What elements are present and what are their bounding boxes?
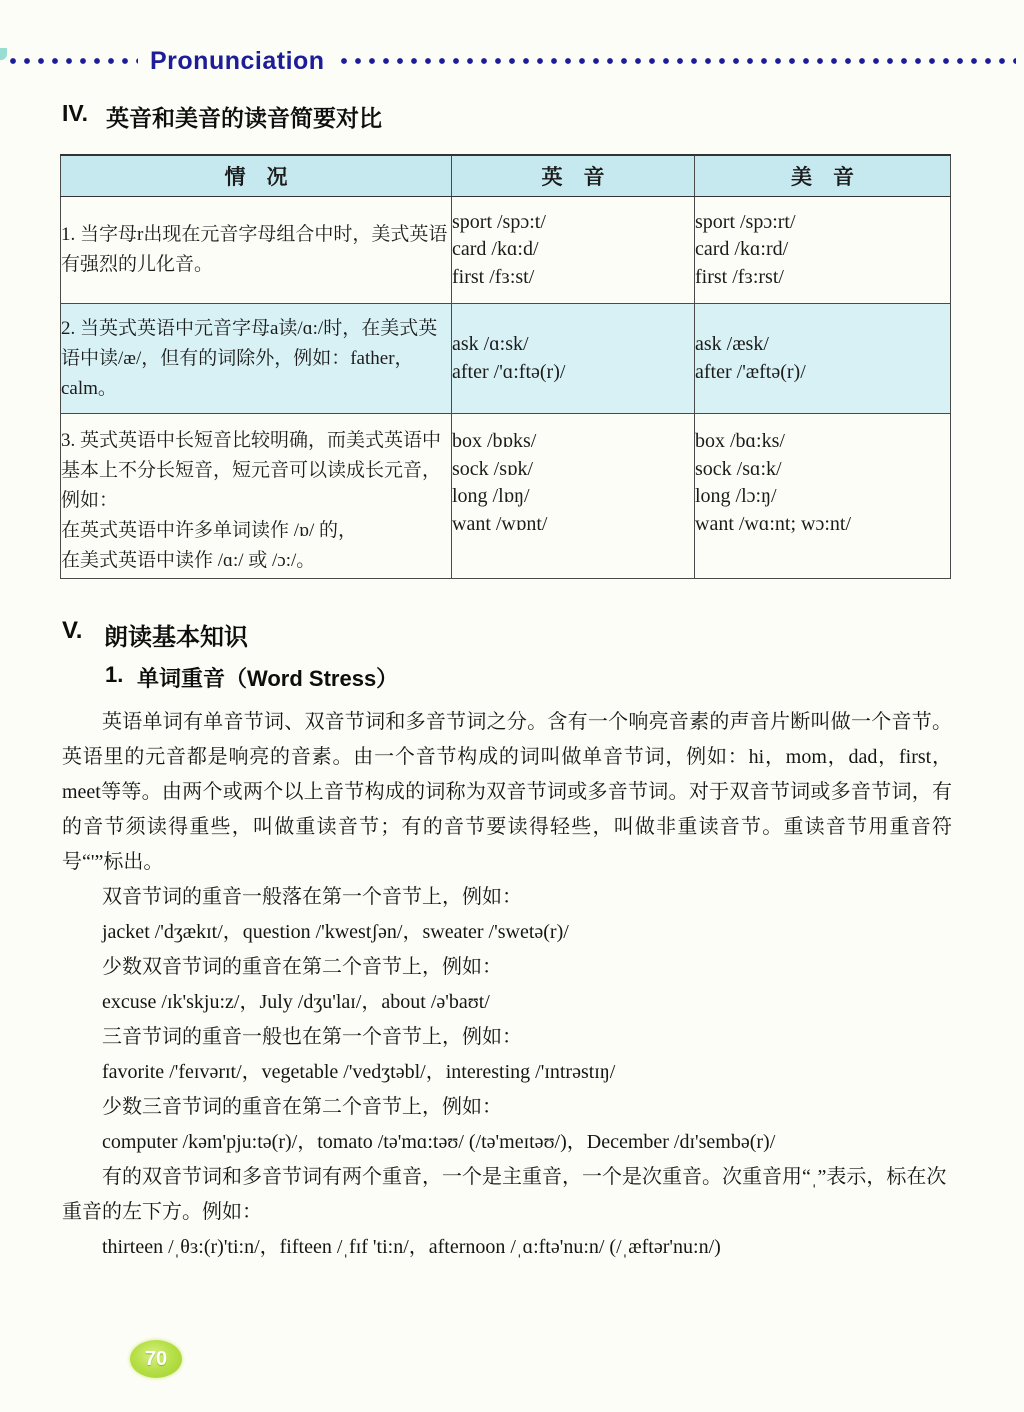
word-stress-body	[0, 705, 1024, 1265]
situation-text: 3. 英式英语中长短音比较明确，而美式英语中基本上不分长短音，短元音可以读成长元音，例如：	[61, 430, 442, 511]
table-row	[61, 197, 951, 304]
phonetic-line: long /lɔ:ŋ/	[695, 485, 777, 507]
pronunciation-label: Pronunciation	[150, 46, 325, 75]
phonetic-line: card /kɑ:d/	[452, 238, 539, 261]
american-cell	[695, 197, 951, 304]
american-cell	[695, 304, 951, 414]
page-number: 70	[144, 1347, 168, 1370]
phonetic-line: card /kɑ:rd/	[695, 238, 789, 261]
pronunciation-comparison-table	[60, 154, 951, 579]
phonetic-line: sport /spɔ:rt/	[695, 210, 796, 233]
phonetic-line: after /'æftə(r)/	[695, 360, 806, 383]
phonetic-line: box /bɑ:ks/	[695, 430, 785, 452]
situation-cell	[61, 304, 452, 414]
dotted-leader-left	[6, 57, 138, 65]
page-number-badge	[130, 1340, 182, 1378]
column-header-american: 美 音	[695, 155, 951, 197]
section-iv-title-text: 英音和美音的读音简要对比	[106, 105, 382, 131]
phonetic-line: ask /ɑ:sk/	[452, 333, 529, 355]
paragraph: jacket /'dʒækɪt/，question /'kwestʃən/，sweater /'swetə(r)/	[102, 921, 569, 943]
section-v-numeral: V.	[62, 617, 83, 644]
subtitle-numeral: 1.	[105, 662, 124, 687]
phonetic-line: after /'ɑ:ftə(r)/	[452, 360, 566, 383]
section-iv-numeral: IV.	[62, 100, 89, 126]
paragraph: thirteen /ˌθɜ:(r)'ti:n/，fifteen /ˌfɪf 'ti:n/，afternoon /ˌɑ:ftə'nu:n/ (/ˌæftər'nu:n/)	[102, 1236, 721, 1258]
column-header-british: 英 音	[452, 155, 695, 197]
phonetic-line: want /wɒnt/	[452, 512, 548, 535]
paragraph: 英语单词有单音节词、双音节词和多音节词之分。含有一个响亮音素的声音片断叫做一个音节。英语里的元音都是响亮的音素。由一个音节构成的词叫做单音节词，例如：hi，mom，dad，first，meet等等。由两个或两个以上音节构成的词称为双音节词或多音节词。对于双音节词或多音节词，有的音节须读得重些，叫做重读音节；有的音节要读得轻些，叫做非重读音节。重读音节用重音符号“'”标出。	[62, 711, 952, 873]
section-v-subtitle	[105, 662, 1024, 693]
section-iv-title	[62, 100, 1024, 133]
subtitle-text: 单词重音（Word Stress）	[137, 666, 399, 691]
paragraph: 少数双音节词的重音在第二个音节上，例如：	[102, 956, 502, 978]
situation-cell	[61, 414, 452, 579]
situation-text: 在美式英语中读作 /ɑ:/ 或 /ɔ:/。	[61, 550, 316, 571]
phonetic-line: first /fɜ:rst/	[695, 265, 784, 288]
table-row	[61, 414, 951, 579]
paragraph: computer /kəm'pju:tə(r)/，tomato /tə'mɑ:təʊ/ (/tə'meɪtəʊ/)，December /dɪ'sembə(r)/	[102, 1131, 776, 1153]
phonetic-line: ask /æsk/	[695, 333, 769, 355]
paragraph: 双音节词的重音一般落在第一个音节上，例如：	[102, 886, 522, 908]
section-v-title	[62, 617, 1024, 652]
british-cell	[452, 304, 695, 414]
situation-cell	[61, 197, 452, 304]
phonetic-line: sock /sɑ:k/	[695, 457, 782, 480]
american-cell	[695, 414, 951, 579]
paragraph: 少数三音节词的重音在第二个音节上，例如：	[102, 1096, 502, 1118]
section-v-title-text: 朗读基本知识	[104, 624, 248, 651]
situation-text: 在英式英语中许多单词读作 /ɒ/ 的，	[61, 520, 357, 541]
paragraph: favorite /'feɪvərɪt/，vegetable /'vedʒtəbl/，interesting /'ɪntrəstɪŋ/	[102, 1061, 616, 1083]
phonetic-line: sport /spɔ:t/	[452, 210, 546, 233]
phonetic-line: sock /sɒk/	[452, 457, 534, 480]
phonetic-line: first /fɜ:st/	[452, 265, 535, 288]
pronunciation-header	[6, 48, 1016, 74]
situation-text: 2. 当英式英语中元音字母a读/ɑ:/时，在美式英语中读/æ/，但有的词除外，例如：father，calm。	[61, 317, 438, 399]
paragraph: 三音节词的重音一般也在第一个音节上，例如：	[102, 1026, 522, 1048]
phonetic-line: want /wɑ:nt; wɔ:nt/	[695, 512, 851, 535]
column-header-situation: 情 况	[61, 155, 452, 197]
table-row	[61, 304, 951, 414]
situation-text: 1. 当字母r出现在元音字母组合中时，美式英语有强烈的儿化音。	[61, 224, 448, 275]
british-cell	[452, 414, 695, 579]
phonetic-line: long /lɒŋ/	[452, 485, 530, 507]
british-cell	[452, 197, 695, 304]
table-header-row	[61, 155, 951, 197]
paragraph: excuse /ɪk'skju:z/，July /dʒu'laɪ/，about /ə'baʊt/	[102, 991, 490, 1013]
dotted-leader-right	[337, 57, 1016, 65]
phonetic-line: box /bɒks/	[452, 430, 537, 452]
paragraph: 有的双音节词和多音节词有两个重音，一个是主重音，一个是次重音。次重音用“ˌ”表示，标在次重音的左下方。例如：	[62, 1166, 947, 1223]
